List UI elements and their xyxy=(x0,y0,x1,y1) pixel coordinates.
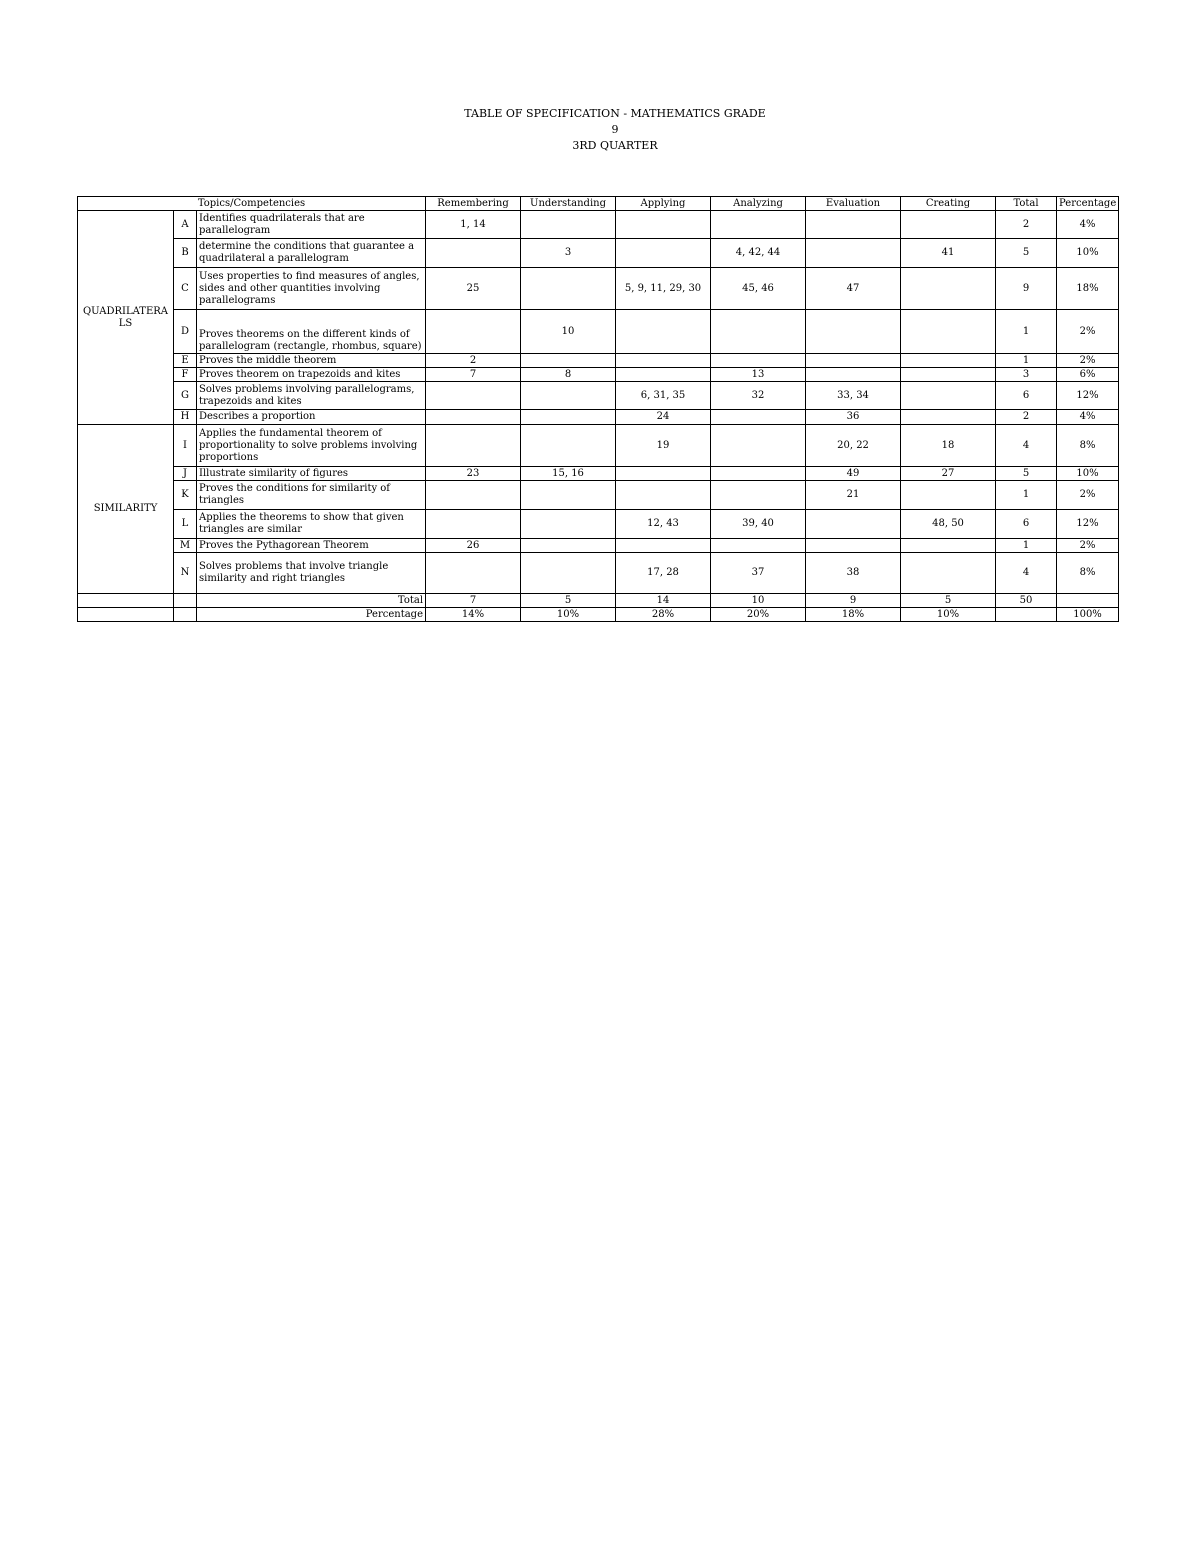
table-row xyxy=(78,239,1119,268)
competency-code: C xyxy=(174,268,197,310)
competency-code: E xyxy=(174,354,197,368)
table-of-specification xyxy=(77,196,1119,622)
cell-evaluation xyxy=(806,211,901,239)
cell-remembering: 2 xyxy=(426,354,521,368)
header-percentage: Percentage xyxy=(1057,197,1119,211)
competency-code: A xyxy=(174,211,197,239)
cell-applying xyxy=(616,239,711,268)
cell-evaluation: 20, 22 xyxy=(806,425,901,467)
total-percentage xyxy=(1057,594,1119,608)
cell-applying xyxy=(616,481,711,510)
topic-similarity: SIMILARITY xyxy=(78,425,174,594)
competency-text: Applies the fundamental theorem of proportionality to solve problems involving proportions xyxy=(197,425,426,467)
cell-percentage: 6% xyxy=(1057,368,1119,382)
title-line-2: 9 xyxy=(611,123,619,136)
table-row xyxy=(78,382,1119,410)
cell-applying: 5, 9, 11, 29, 30 xyxy=(616,268,711,310)
empty-cell xyxy=(78,594,174,608)
total-applying: 14 xyxy=(616,594,711,608)
empty-cell xyxy=(78,608,174,622)
pct-understanding: 10% xyxy=(521,608,616,622)
table-row xyxy=(78,410,1119,425)
cell-understanding: 3 xyxy=(521,239,616,268)
cell-total: 5 xyxy=(996,239,1057,268)
cell-analyzing xyxy=(711,425,806,467)
cell-percentage: 2% xyxy=(1057,481,1119,510)
cell-evaluation xyxy=(806,368,901,382)
cell-understanding: 10 xyxy=(521,310,616,354)
cell-applying xyxy=(616,310,711,354)
percentage-label: Percentage xyxy=(197,608,426,622)
pct-analyzing: 20% xyxy=(711,608,806,622)
cell-total: 6 xyxy=(996,382,1057,410)
header-applying: Applying xyxy=(616,197,711,211)
cell-creating xyxy=(901,310,996,354)
cell-analyzing xyxy=(711,539,806,553)
cell-analyzing: 39, 40 xyxy=(711,510,806,539)
cell-percentage: 4% xyxy=(1057,410,1119,425)
cell-understanding xyxy=(521,539,616,553)
cell-evaluation xyxy=(806,510,901,539)
totals-row xyxy=(78,594,1119,608)
pct-evaluation: 18% xyxy=(806,608,901,622)
total-understanding: 5 xyxy=(521,594,616,608)
header-creating: Creating xyxy=(901,197,996,211)
totals-label: Total xyxy=(197,594,426,608)
cell-evaluation xyxy=(806,539,901,553)
header-analyzing: Analyzing xyxy=(711,197,806,211)
cell-applying: 17, 28 xyxy=(616,553,711,594)
cell-understanding xyxy=(521,268,616,310)
cell-creating: 48, 50 xyxy=(901,510,996,539)
cell-percentage: 10% xyxy=(1057,467,1119,481)
cell-remembering: 1, 14 xyxy=(426,211,521,239)
cell-total: 4 xyxy=(996,553,1057,594)
cell-creating xyxy=(901,382,996,410)
pct-percentage: 100% xyxy=(1057,608,1119,622)
header-remembering: Remembering xyxy=(426,197,521,211)
cell-evaluation xyxy=(806,239,901,268)
table-row xyxy=(78,211,1119,239)
header-topics: Topics/Competencies xyxy=(78,197,426,211)
table-row xyxy=(78,539,1119,553)
competency-code: G xyxy=(174,382,197,410)
cell-creating xyxy=(901,354,996,368)
competency-text: Illustrate similarity of figures xyxy=(197,467,426,481)
cell-remembering xyxy=(426,310,521,354)
cell-understanding xyxy=(521,481,616,510)
competency-code: L xyxy=(174,510,197,539)
competency-code: D xyxy=(174,310,197,354)
header-row xyxy=(78,197,1119,211)
topic-quadrilaterals: QUADRILATERA LS xyxy=(78,211,174,425)
empty-cell xyxy=(174,608,197,622)
cell-total: 1 xyxy=(996,481,1057,510)
cell-applying: 24 xyxy=(616,410,711,425)
cell-evaluation: 33, 34 xyxy=(806,382,901,410)
cell-analyzing xyxy=(711,211,806,239)
cell-percentage: 2% xyxy=(1057,310,1119,354)
cell-understanding: 15, 16 xyxy=(521,467,616,481)
cell-remembering: 26 xyxy=(426,539,521,553)
cell-remembering xyxy=(426,510,521,539)
cell-understanding xyxy=(521,425,616,467)
cell-creating xyxy=(901,211,996,239)
cell-creating xyxy=(901,268,996,310)
cell-remembering xyxy=(426,239,521,268)
cell-total: 3 xyxy=(996,368,1057,382)
cell-analyzing: 4, 42, 44 xyxy=(711,239,806,268)
cell-applying xyxy=(616,211,711,239)
pct-total xyxy=(996,608,1057,622)
cell-percentage: 12% xyxy=(1057,382,1119,410)
cell-creating xyxy=(901,368,996,382)
document-title xyxy=(0,106,1200,154)
cell-percentage: 12% xyxy=(1057,510,1119,539)
cell-remembering: 25 xyxy=(426,268,521,310)
competency-text: Proves the middle theorem xyxy=(197,354,426,368)
cell-creating xyxy=(901,410,996,425)
cell-applying: 6, 31, 35 xyxy=(616,382,711,410)
title-line-3: 3RD QUARTER xyxy=(572,139,658,152)
competency-code: H xyxy=(174,410,197,425)
cell-remembering xyxy=(426,382,521,410)
competency-text: Proves the Pythagorean Theorem xyxy=(197,539,426,553)
total-analyzing: 10 xyxy=(711,594,806,608)
cell-applying xyxy=(616,368,711,382)
cell-analyzing: 37 xyxy=(711,553,806,594)
cell-understanding xyxy=(521,410,616,425)
total-creating: 5 xyxy=(901,594,996,608)
cell-analyzing: 32 xyxy=(711,382,806,410)
cell-total: 6 xyxy=(996,510,1057,539)
cell-analyzing xyxy=(711,310,806,354)
cell-evaluation xyxy=(806,310,901,354)
cell-applying: 12, 43 xyxy=(616,510,711,539)
competency-text: Proves the conditions for similarity of triangles xyxy=(197,481,426,510)
cell-total: 1 xyxy=(996,354,1057,368)
pct-creating: 10% xyxy=(901,608,996,622)
cell-understanding xyxy=(521,354,616,368)
cell-understanding xyxy=(521,553,616,594)
title-line-1: TABLE OF SPECIFICATION - MATHEMATICS GRADE xyxy=(464,107,766,120)
cell-evaluation: 21 xyxy=(806,481,901,510)
cell-remembering: 23 xyxy=(426,467,521,481)
cell-total: 2 xyxy=(996,211,1057,239)
table-row xyxy=(78,354,1119,368)
cell-analyzing: 45, 46 xyxy=(711,268,806,310)
competency-text: determine the conditions that guarantee a quadrilateral a parallelogram xyxy=(197,239,426,268)
cell-analyzing: 13 xyxy=(711,368,806,382)
cell-evaluation: 38 xyxy=(806,553,901,594)
pct-remembering: 14% xyxy=(426,608,521,622)
cell-percentage: 10% xyxy=(1057,239,1119,268)
competency-code: J xyxy=(174,467,197,481)
empty-cell xyxy=(174,594,197,608)
cell-analyzing xyxy=(711,354,806,368)
table-row xyxy=(78,467,1119,481)
cell-evaluation: 47 xyxy=(806,268,901,310)
competency-code: F xyxy=(174,368,197,382)
cell-creating xyxy=(901,553,996,594)
cell-remembering xyxy=(426,481,521,510)
cell-total: 4 xyxy=(996,425,1057,467)
cell-remembering xyxy=(426,425,521,467)
table-row xyxy=(78,268,1119,310)
cell-creating xyxy=(901,481,996,510)
table-row xyxy=(78,310,1119,354)
cell-analyzing xyxy=(711,467,806,481)
cell-total: 9 xyxy=(996,268,1057,310)
cell-analyzing xyxy=(711,481,806,510)
competency-text: Uses properties to find measures of angles, sides and other quantities involving parallelograms xyxy=(197,268,426,310)
competency-code: M xyxy=(174,539,197,553)
cell-percentage: 2% xyxy=(1057,354,1119,368)
total-evaluation: 9 xyxy=(806,594,901,608)
cell-creating: 27 xyxy=(901,467,996,481)
competency-code: N xyxy=(174,553,197,594)
cell-remembering xyxy=(426,553,521,594)
cell-creating: 18 xyxy=(901,425,996,467)
cell-percentage: 18% xyxy=(1057,268,1119,310)
competency-text: Proves theorem on trapezoids and kites xyxy=(197,368,426,382)
cell-total: 5 xyxy=(996,467,1057,481)
competency-code: K xyxy=(174,481,197,510)
total-total: 50 xyxy=(996,594,1057,608)
cell-total: 1 xyxy=(996,310,1057,354)
competency-code: I xyxy=(174,425,197,467)
cell-total: 2 xyxy=(996,410,1057,425)
cell-understanding: 8 xyxy=(521,368,616,382)
cell-remembering: 7 xyxy=(426,368,521,382)
cell-understanding xyxy=(521,510,616,539)
cell-creating xyxy=(901,539,996,553)
cell-applying xyxy=(616,539,711,553)
cell-evaluation: 36 xyxy=(806,410,901,425)
table-row xyxy=(78,553,1119,594)
competency-code: B xyxy=(174,239,197,268)
cell-applying xyxy=(616,354,711,368)
competency-text: Proves theorems on the different kinds of parallelogram (rectangle, rhombus, square) xyxy=(197,310,426,354)
header-evaluation: Evaluation xyxy=(806,197,901,211)
cell-creating: 41 xyxy=(901,239,996,268)
cell-percentage: 8% xyxy=(1057,553,1119,594)
cell-percentage: 4% xyxy=(1057,211,1119,239)
header-understanding: Understanding xyxy=(521,197,616,211)
cell-total: 1 xyxy=(996,539,1057,553)
pct-applying: 28% xyxy=(616,608,711,622)
cell-percentage: 2% xyxy=(1057,539,1119,553)
competency-text: Identifies quadrilaterals that are parallelogram xyxy=(197,211,426,239)
table-row xyxy=(78,510,1119,539)
competency-text: Describes a proportion xyxy=(197,410,426,425)
competency-text: Applies the theorems to show that given triangles are similar xyxy=(197,510,426,539)
total-remembering: 7 xyxy=(426,594,521,608)
header-total: Total xyxy=(996,197,1057,211)
cell-remembering xyxy=(426,410,521,425)
cell-evaluation: 49 xyxy=(806,467,901,481)
cell-analyzing xyxy=(711,410,806,425)
table-row xyxy=(78,425,1119,467)
competency-text: Solves problems involving parallelograms, trapezoids and kites xyxy=(197,382,426,410)
percentage-row xyxy=(78,608,1119,622)
cell-applying xyxy=(616,467,711,481)
cell-percentage: 8% xyxy=(1057,425,1119,467)
cell-understanding xyxy=(521,211,616,239)
cell-applying: 19 xyxy=(616,425,711,467)
cell-understanding xyxy=(521,382,616,410)
competency-text: Solves problems that involve triangle similarity and right triangles xyxy=(197,553,426,594)
table-row xyxy=(78,368,1119,382)
cell-evaluation xyxy=(806,354,901,368)
table-row xyxy=(78,481,1119,510)
